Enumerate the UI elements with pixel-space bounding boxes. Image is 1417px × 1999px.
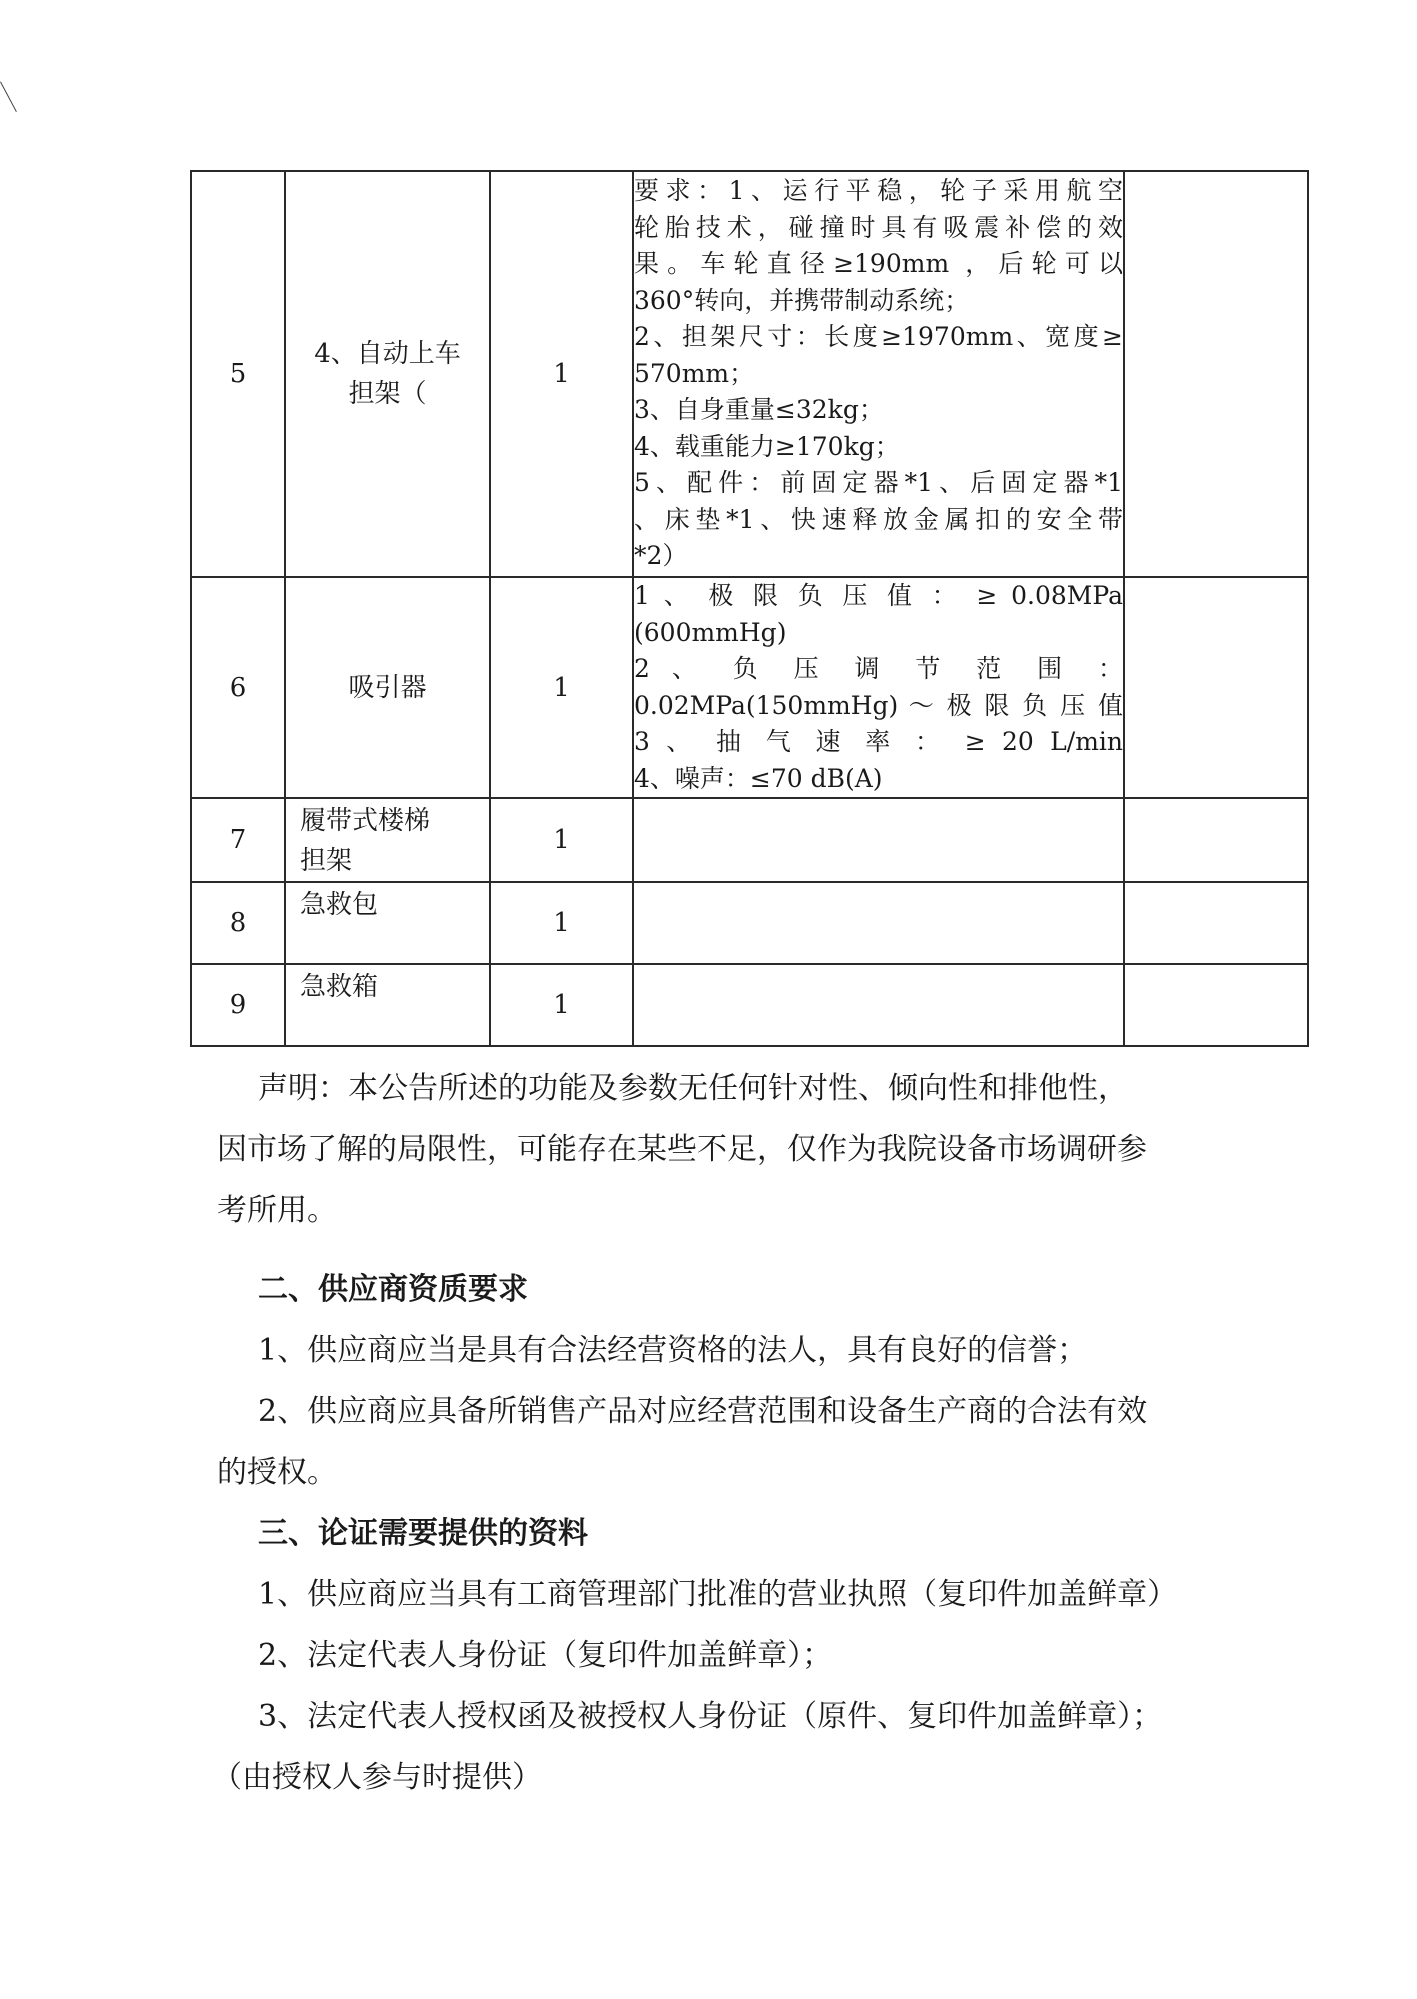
equipment-spec-table (190, 170, 1309, 1047)
row-number: 9 (191, 964, 285, 1046)
section-heading: 三、论证需要提供的资料 (258, 1516, 588, 1551)
requirement-item: 2、供应商应具备所销售产品对应经营范围和设备生产商的合法有效 (258, 1394, 1148, 1429)
spec-line: 2 、 负 压 调 节 范 围 ： (634, 654, 1123, 683)
spec-line: 0.02MPa(150mmHg) ～ 极 限 负 压 值 (634, 690, 1123, 720)
table-row (191, 882, 1308, 964)
spec-line: 5、配件：前固定器*1、后固定器*1 (634, 468, 1123, 498)
item-note (1124, 882, 1308, 964)
table-row (191, 798, 1308, 882)
item-quantity: 1 (490, 171, 633, 577)
spec-line: 要求：1、运行平稳，轮子采用航空 (634, 176, 1123, 206)
spec-line: *2） (634, 541, 688, 571)
item-name-line: 4、自动上车 (314, 339, 461, 369)
spec-line: 360°转向，并携带制动系统； (634, 285, 970, 315)
row-number: 7 (191, 798, 285, 882)
statement-line: 声明：本公告所述的功能及参数无任何针对性、倾向性和排他性， (258, 1071, 1128, 1106)
scan-edge-mark (0, 75, 29, 112)
item-name (285, 798, 490, 882)
item-name (285, 577, 490, 798)
table-row (191, 964, 1308, 1046)
row-number: 8 (191, 882, 285, 964)
body-text (212, 1058, 1300, 1808)
row-number: 5 (191, 171, 285, 577)
item-spec (633, 882, 1124, 964)
item-name-line: 担架（ (348, 379, 427, 409)
spec-line: 4、噪声：≤70 dB(A) (634, 763, 883, 793)
item-note (1124, 798, 1308, 882)
item-quantity: 1 (490, 577, 633, 798)
item-quantity: 1 (490, 964, 633, 1046)
spec-line: 570mm； (634, 358, 755, 388)
item-name-line: 急救箱 (300, 972, 379, 1002)
spec-line: (600mmHg) (634, 617, 787, 647)
item-name-line: 急救包 (300, 890, 379, 920)
item-note (1124, 964, 1308, 1046)
item-name (285, 964, 490, 1046)
spec-line: 2、担架尺寸：长度≥1970mm、宽度≥ (634, 322, 1123, 352)
statement-line: 因市场了解的局限性，可能存在某些不足，仅作为我院设备市场调研参 (217, 1132, 1147, 1167)
material-item: 3、法定代表人授权函及被授权人身份证（原件、复印件加盖鲜章）； (258, 1699, 1163, 1734)
table-row (191, 577, 1308, 798)
spec-line: 、床垫*1、快速释放金属扣的安全带 (634, 504, 1123, 534)
requirement-item: 1、供应商应当是具有合法经营资格的法人，具有良好的信誉； (258, 1333, 1088, 1368)
item-name (285, 171, 490, 577)
spec-line: 轮胎技术，碰撞时具有吸震补偿的效 (634, 212, 1123, 242)
item-name-line: 履带式楼梯 (300, 806, 431, 836)
material-item: 2、法定代表人身份证（复印件加盖鲜章）； (258, 1638, 833, 1673)
item-spec (633, 171, 1124, 577)
section-heading: 二、供应商资质要求 (258, 1272, 528, 1307)
spec-line: 1 、 极 限 负 压 值 ： ≥ 0.08MPa (634, 581, 1123, 610)
item-note (1124, 577, 1308, 798)
item-spec (633, 798, 1124, 882)
item-note (1124, 171, 1308, 577)
spec-line: 3、自身重量≤32kg； (634, 395, 884, 425)
item-spec (633, 577, 1124, 798)
requirement-item: 的授权。 (217, 1455, 337, 1490)
spec-line: 果。车轮直径≥190mm ，后轮可以 (634, 249, 1123, 279)
statement-line: 考所用。 (217, 1193, 337, 1228)
item-quantity: 1 (490, 798, 633, 882)
material-item: （由授权人参与时提供） (212, 1760, 542, 1795)
item-name-line: 担架 (300, 846, 353, 876)
spacer (220, 1241, 1300, 1259)
table-row (191, 171, 1308, 577)
material-item: 1、供应商应当具有工商管理部门批准的营业执照（复印件加盖鲜章） (258, 1577, 1178, 1612)
row-number: 6 (191, 577, 285, 798)
item-spec (633, 964, 1124, 1046)
item-name (285, 882, 490, 964)
item-quantity: 1 (490, 882, 633, 964)
spec-line: 3 、 抽 气 速 率 ： ≥ 20 L/min (634, 727, 1123, 756)
item-name-line: 吸引器 (348, 672, 427, 703)
spec-line: 4、载重能力≥170kg； (634, 431, 900, 461)
